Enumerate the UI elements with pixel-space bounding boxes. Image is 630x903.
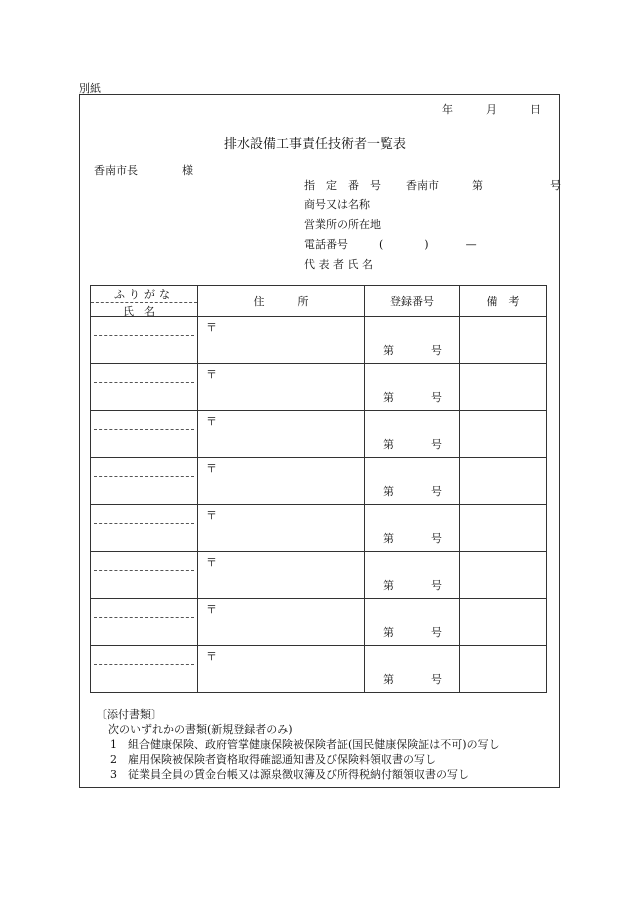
reg-go: 号 [431, 344, 442, 357]
address-cell[interactable] [198, 505, 365, 552]
addressee-suffix: 様 [182, 164, 193, 177]
attachment-item [96, 752, 500, 767]
phone-open: ( [379, 238, 384, 251]
attachment-item [96, 737, 500, 752]
date-day: 日 [530, 103, 541, 116]
document-label: 別紙 [79, 82, 101, 95]
address-cell[interactable] [198, 411, 365, 458]
note-cell[interactable] [460, 317, 547, 364]
attachment-number: 3 [110, 768, 117, 781]
reg-go: 号 [431, 485, 442, 498]
table-row [91, 646, 547, 693]
phone-line [304, 236, 477, 252]
date-month: 月 [486, 103, 497, 116]
reg-dai: 第 [383, 532, 394, 545]
registration-cell[interactable] [365, 458, 460, 505]
address-cell[interactable] [198, 552, 365, 599]
name-cell[interactable] [91, 505, 198, 552]
postal-mark: 〒 [206, 556, 217, 569]
furigana-divider [94, 335, 194, 336]
header-address: 住 所 [198, 286, 365, 317]
furigana-divider [94, 382, 194, 383]
reg-go: 号 [431, 532, 442, 545]
addressee-name: 香南市長 [94, 164, 138, 177]
addressee [94, 162, 193, 178]
attachment-text: 雇用保険被保険者資格取得確認通知書及び保険料領収書の写し [128, 753, 436, 766]
attachments-subheading: 次のいずれかの書類(新規登録者のみ) [108, 723, 293, 736]
registration-cell[interactable] [365, 505, 460, 552]
table-row [91, 505, 547, 552]
phone-close: ) [424, 238, 429, 251]
postal-mark: 〒 [206, 650, 217, 663]
address-cell[interactable] [198, 599, 365, 646]
office-address-label: 営業所の所在地 [304, 218, 381, 231]
date-line [442, 101, 541, 117]
address-cell[interactable] [198, 364, 365, 411]
postal-mark: 〒 [206, 603, 217, 616]
registration-cell[interactable] [365, 646, 460, 693]
registration-cell[interactable] [365, 552, 460, 599]
header-note: 備 考 [460, 286, 547, 317]
attachments-heading: 〔添付書類〕 [96, 708, 162, 721]
attachment-text: 組合健康保険、政府管掌健康保険被保険者証(国民健康保険証は不可)の写し [128, 738, 500, 751]
attachments-section [96, 707, 500, 782]
table-row [91, 599, 547, 646]
postal-mark: 〒 [206, 462, 217, 475]
attachment-number: 1 [110, 738, 117, 751]
table-row [91, 364, 547, 411]
reg-dai: 第 [383, 485, 394, 498]
address-cell[interactable] [198, 646, 365, 693]
furigana-divider [94, 617, 194, 618]
note-cell[interactable] [460, 646, 547, 693]
attachment-text: 従業員全員の賃金台帳又は源泉徴収簿及び所得税納付額領収書の写し [128, 768, 469, 781]
reg-go: 号 [431, 438, 442, 451]
designation-go: 号 [550, 179, 561, 192]
document-title: 排水設備工事責任技術者一覧表 [223, 137, 406, 152]
furigana-divider [94, 664, 194, 665]
note-cell[interactable] [460, 505, 547, 552]
registration-cell[interactable] [365, 411, 460, 458]
attachment-number: 2 [110, 753, 117, 766]
postal-mark: 〒 [206, 368, 217, 381]
furigana-divider [94, 570, 194, 571]
postal-mark: 〒 [206, 321, 217, 334]
reg-go: 号 [431, 579, 442, 592]
reg-dai: 第 [383, 673, 394, 686]
table-header-row [91, 286, 547, 317]
reg-dai: 第 [383, 344, 394, 357]
furigana-divider [94, 429, 194, 430]
header-registration: 登録番号 [365, 286, 460, 317]
representative-label: 代 表 者 氏 名 [304, 258, 373, 271]
date-year: 年 [442, 103, 453, 116]
header-furigana: ふりがな [91, 286, 197, 303]
header-name [91, 286, 198, 317]
registration-cell[interactable] [365, 599, 460, 646]
table-row [91, 552, 547, 599]
address-cell[interactable] [198, 317, 365, 364]
note-cell[interactable] [460, 364, 547, 411]
designation-city: 香南市 [406, 179, 439, 192]
name-cell[interactable] [91, 646, 198, 693]
name-cell[interactable] [91, 411, 198, 458]
header-shimei: 氏名 [123, 305, 165, 318]
registration-cell[interactable] [365, 364, 460, 411]
attachment-item [96, 767, 500, 782]
name-cell[interactable] [91, 458, 198, 505]
postal-mark: 〒 [206, 509, 217, 522]
designation-number-line [304, 177, 561, 193]
reg-dai: 第 [383, 626, 394, 639]
designation-label: 指 定 番 号 [304, 179, 381, 192]
reg-go: 号 [431, 673, 442, 686]
note-cell[interactable] [460, 411, 547, 458]
table-row [91, 317, 547, 364]
technician-table [90, 285, 547, 693]
reg-dai: 第 [383, 438, 394, 451]
name-cell[interactable] [91, 599, 198, 646]
note-cell[interactable] [460, 458, 547, 505]
address-cell[interactable] [198, 458, 365, 505]
company-name-label: 商号又は名称 [304, 198, 370, 211]
furigana-divider [94, 523, 194, 524]
phone-dash: — [465, 238, 477, 251]
registration-cell[interactable] [365, 317, 460, 364]
table-row [91, 411, 547, 458]
name-cell[interactable] [91, 317, 198, 364]
furigana-divider [94, 476, 194, 477]
phone-label: 電話番号 [304, 238, 348, 251]
note-cell[interactable] [460, 599, 547, 646]
postal-mark: 〒 [206, 415, 217, 428]
designation-dai: 第 [472, 179, 483, 192]
note-cell[interactable] [460, 552, 547, 599]
name-cell[interactable] [91, 364, 198, 411]
reg-go: 号 [431, 626, 442, 639]
reg-dai: 第 [383, 579, 394, 592]
name-cell[interactable] [91, 552, 198, 599]
reg-dai: 第 [383, 391, 394, 404]
reg-go: 号 [431, 391, 442, 404]
table-row [91, 458, 547, 505]
